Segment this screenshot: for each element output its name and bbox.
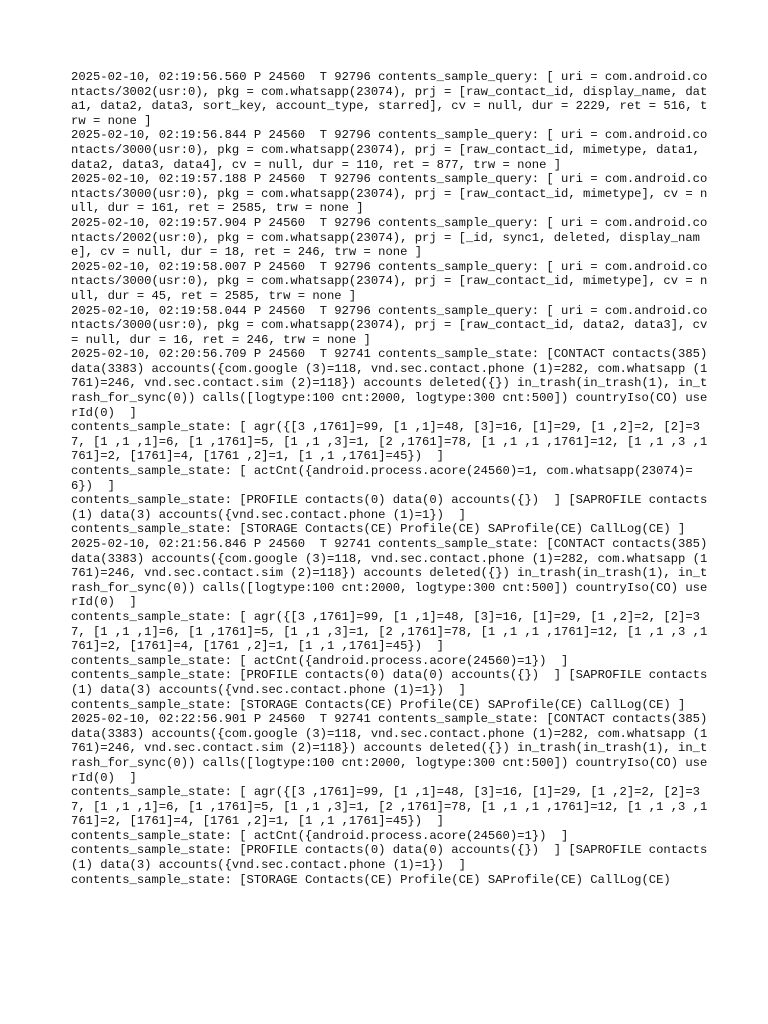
log-line: 2025-02-10, 02:19:56.560 P 24560 T 92796 contents_sample_query: [ uri = com.android.contacts/3002(usr:0), pkg = com.whatsapp(23074), prj = [raw_contact_id, display_name, data1, data2, data3, sort_key, account_type, starred], cv = null, dur = 2229, ret = 516, trw = none ]	[71, 70, 708, 128]
log-line: 2025-02-10, 02:19:56.844 P 24560 T 92796 contents_sample_query: [ uri = com.android.contacts/3000(usr:0), pkg = com.whatsapp(23074), prj = [raw_contact_id, mimetype, data1, data2, data3, data4], cv = null, dur = 110, ret = 877, trw = none ]	[71, 128, 708, 172]
log-line: contents_sample_state: [STORAGE Contacts(CE) Profile(CE) SAProfile(CE) CallLog(CE) ]	[71, 697, 686, 712]
log-line: contents_sample_state: [ agr({[3 ,1761]=99, [1 ,1]=48, [3]=16, [1]=29, [1 ,2]=2, [2]=37, [1 ,1 ,1]=6, [1 ,1761]=5, [1 ,1 ,3]=1, [2 ,1761]=78, [1 ,1 ,1 ,1761]=12, [1 ,1 ,3 ,1761]=2, [1761]=4, [1761 ,2]=1, [1 ,1 ,1761]=45}) ]	[71, 609, 708, 654]
log-line: 2025-02-10, 02:22:56.901 P 24560 T 92741 contents_sample_state: [CONTACT contacts(385) data(3383) accounts({com.google (3)=118, vnd.sec.contact.phone (1)=282, com.whatsapp (1761)=246, vnd.sec.contact.sim (2)=118}) accounts deleted({}) in_trash(in_trash(1), in_trash_for_sync(0)) calls([logtype:100 cnt:2000, logtype:300 cnt:500]) countryIso(CO) userId(0) ]	[71, 712, 715, 785]
log-document	[71, 70, 715, 887]
log-line: 2025-02-10, 02:19:57.904 P 24560 T 92796 contents_sample_query: [ uri = com.android.contacts/2002(usr:0), pkg = com.whatsapp(23074), prj = [_id, sync1, deleted, display_name], cv = null, dur = 18, ret = 246, trw = none ]	[71, 215, 708, 260]
log-line: contents_sample_state: [ actCnt({android.process.acore(24560)=1, com.whatsapp(23074)=6}) ]	[71, 464, 693, 493]
log-line: contents_sample_state: [PROFILE contacts(0) data(0) accounts({}) ] [SAPROFILE contacts(1) data(3) accounts({vnd.sec.contact.phone (1)=1}) ]	[71, 843, 708, 873]
log-line: 2025-02-10, 02:21:56.846 P 24560 T 92741 contents_sample_state: [CONTACT contacts(385) data(3383) accounts({com.google (3)=118, vnd.sec.contact.phone (1)=282, com.whatsapp (1761)=246, vnd.sec.contact.sim (2)=118}) accounts deleted({}) in_trash(in_trash(1), in_trash_for_sync(0)) calls([logtype:100 cnt:2000, logtype:300 cnt:500]) countryIso(CO) userId(0) ]	[71, 537, 715, 610]
log-line: 2025-02-10, 02:19:58.044 P 24560 T 92796 contents_sample_query: [ uri = com.android.contacts/3000(usr:0), pkg = com.whatsapp(23074), prj = [raw_contact_id, data2, data3], cv = null, dur = 16, ret = 246, trw = none ]	[71, 303, 715, 347]
log-line: contents_sample_state: [PROFILE contacts(0) data(0) accounts({}) ] [SAPROFILE contacts(1) data(3) accounts({vnd.sec.contact.phone (1)=1}) ]	[71, 668, 708, 697]
log-line: 2025-02-10, 02:19:58.007 P 24560 T 92796 contents_sample_query: [ uri = com.android.contacts/3000(usr:0), pkg = com.whatsapp(23074), prj = [raw_contact_id, mimetype], cv = null, dur = 45, ret = 2585, trw = none ]	[71, 259, 708, 303]
log-line: contents_sample_state: [ agr({[3 ,1761]=99, [1 ,1]=48, [3]=16, [1]=29, [1 ,2]=2, [2]=37, [1 ,1 ,1]=6, [1 ,1761]=5, [1 ,1 ,3]=1, [2 ,1761]=78, [1 ,1 ,1 ,1761]=12, [1 ,1 ,3 ,1761]=2, [1761]=4, [1761 ,2]=1, [1 ,1 ,1761]=45}) ]	[71, 785, 708, 829]
log-line: contents_sample_state: [ agr({[3 ,1761]=99, [1 ,1]=48, [3]=16, [1]=29, [1 ,2]=2, [2]=37, [1 ,1 ,1]=6, [1 ,1761]=5, [1 ,1 ,3]=1, [2 ,1761]=78, [1 ,1 ,1 ,1761]=12, [1 ,1 ,3 ,1761]=2, [1761]=4, [1761 ,2]=1, [1 ,1 ,1761]=45}) ]	[71, 420, 708, 464]
log-line: contents_sample_state: [ actCnt({android.process.acore(24560)=1}) ]	[71, 828, 569, 843]
log-line: contents_sample_state: [STORAGE Contacts(CE) Profile(CE) SAProfile(CE) CallLog(CE)	[71, 872, 671, 887]
log-line: 2025-02-10, 02:20:56.709 P 24560 T 92741 contents_sample_state: [CONTACT contacts(385) data(3383) accounts({com.google (3)=118, vnd.sec.contact.phone (1)=282, com.whatsapp (1761)=246, vnd.sec.contact.sim (2)=118}) accounts deleted({}) in_trash(in_trash(1), in_trash_for_sync(0)) calls([logtype:100 cnt:2000, logtype:300 cnt:500]) countryIso(CO) userId(0) ]	[71, 347, 715, 420]
log-line: 2025-02-10, 02:19:57.188 P 24560 T 92796 contents_sample_query: [ uri = com.android.contacts/3000(usr:0), pkg = com.whatsapp(23074), prj = [raw_contact_id, mimetype], cv = null, dur = 161, ret = 2585, trw = none ]	[71, 172, 708, 216]
log-line: contents_sample_state: [STORAGE Contacts(CE) Profile(CE) SAProfile(CE) CallLog(CE) ]	[71, 522, 686, 537]
log-line: contents_sample_state: [ actCnt({android.process.acore(24560)=1}) ]	[71, 653, 569, 668]
log-line: contents_sample_state: [PROFILE contacts(0) data(0) accounts({}) ] [SAPROFILE contacts(1) data(3) accounts({vnd.sec.contact.phone (1)=1}) ]	[71, 493, 708, 522]
